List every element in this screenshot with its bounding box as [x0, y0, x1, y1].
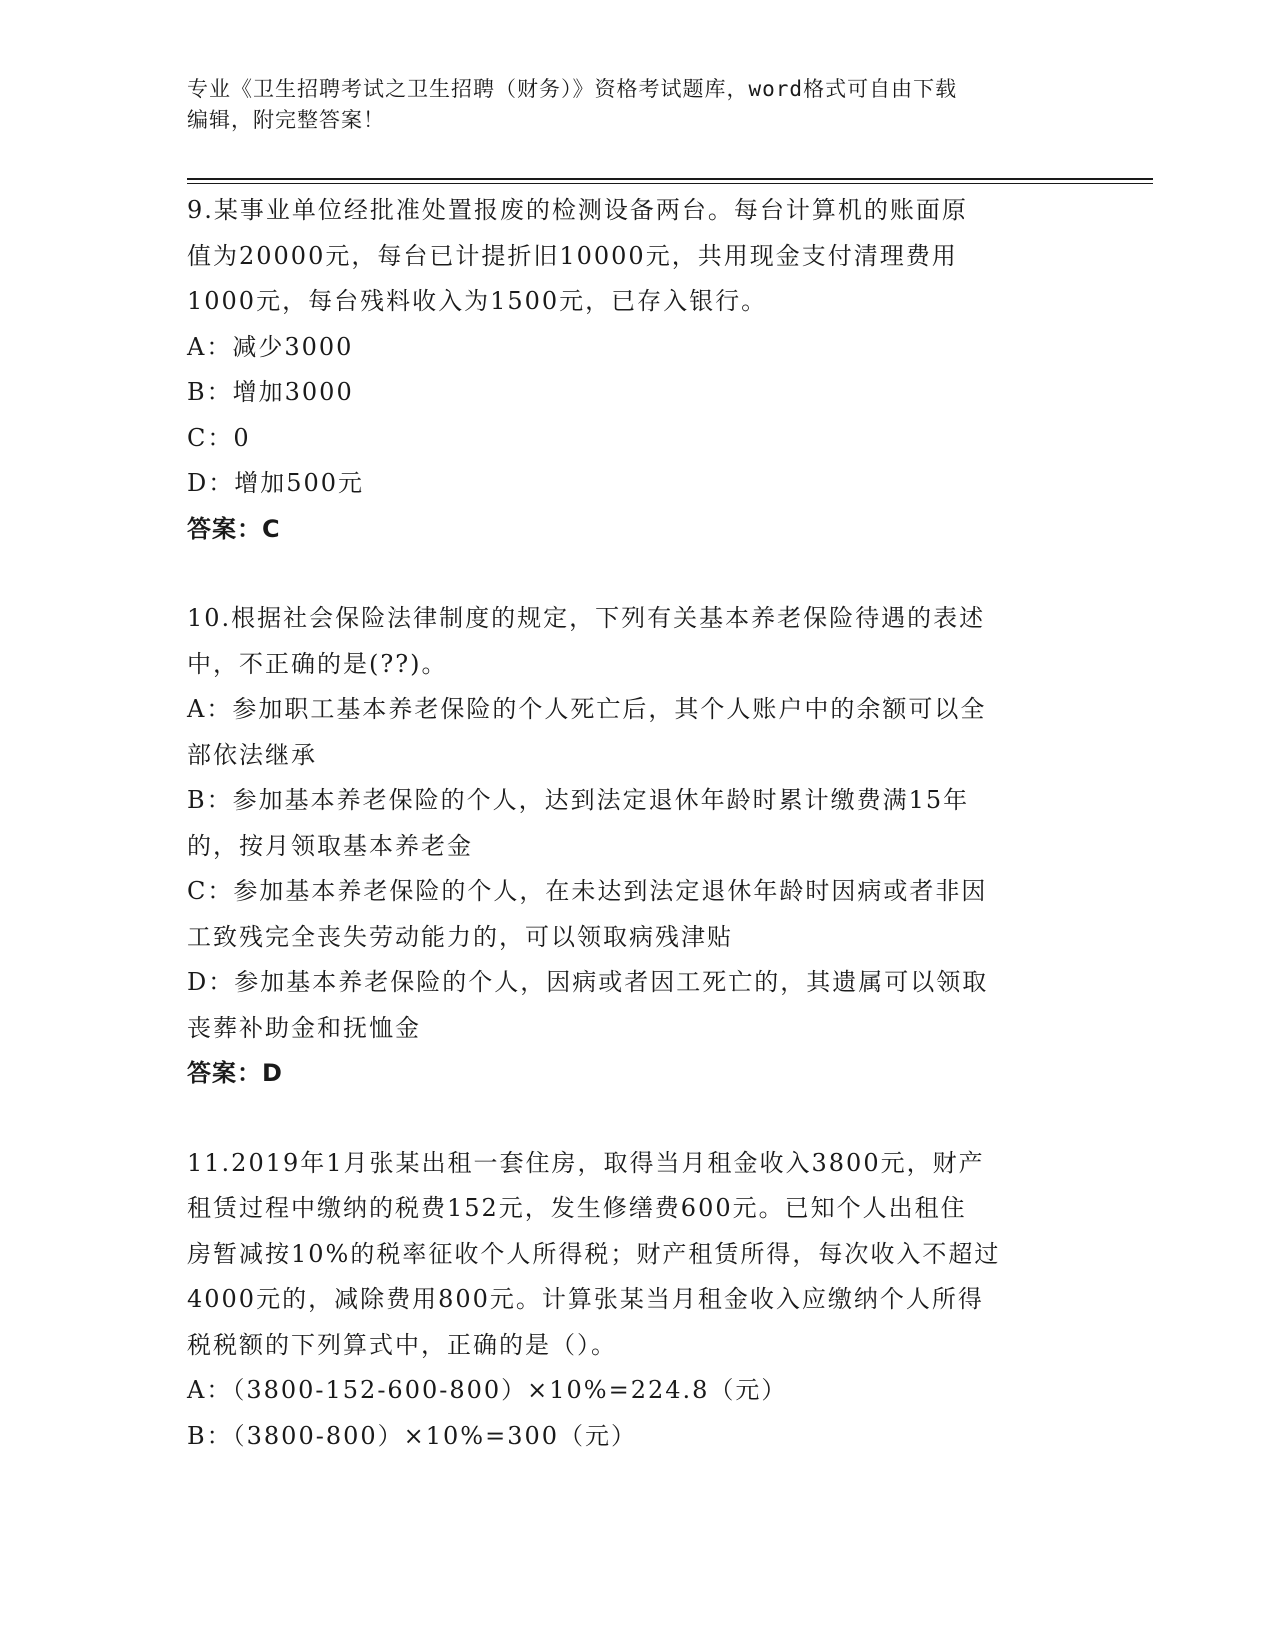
option-b: B：增加3000: [187, 378, 354, 406]
question-spacer: [187, 552, 1087, 596]
question-stem-line: 中，不正确的是(??)。: [187, 649, 448, 678]
option-a-continued: 部依法继承: [187, 740, 317, 769]
option-a: A：参加职工基本养老保险的个人死亡后，其个人账户中的余额可以全: [187, 695, 987, 723]
option-d: D：参加基本养老保险的个人，因病或者因工死亡的，其遗属可以领取: [187, 968, 989, 996]
question-stem-line: 税税额的下列算式中，正确的是（）。: [187, 1330, 617, 1359]
question-stem-line: 租赁过程中缴纳的税费152元，发生修缮费600元。已知个人出租住: [187, 1194, 967, 1222]
question-stem-line: 4000元的，减除费用800元。计算张某当月租金收入应缴纳个人所得: [187, 1285, 984, 1313]
question-stem-line: 1000元，每台残料收入为1500元，已存入银行。: [187, 287, 768, 315]
question-block-9: [187, 188, 1087, 552]
option-a: A：减少3000: [187, 332, 354, 361]
question-stem-line: 9.某事业单位经批准处置报废的检测设备两台。每台计算机的账面原: [187, 196, 968, 224]
header-divider-thin: [187, 183, 1153, 184]
option-c-continued: 工致残完全丧失劳动能力的，可以领取病残津贴: [187, 922, 733, 951]
question-stem-line: 10.根据社会保险法律制度的规定，下列有关基本养老保险待遇的表述: [187, 604, 986, 632]
header-line-1: 专业《卫生招聘考试之卫生招聘（财务）》资格考试题库，word格式可自由下载: [187, 77, 958, 101]
question-block-10: [187, 596, 1087, 1097]
option-b: B：参加基本养老保险的个人，达到法定退休年龄时累计缴费满15年: [187, 786, 970, 814]
question-stem-line: 11.2019年1月张某出租一套住房，取得当月租金收入3800元，财产: [187, 1148, 985, 1177]
option-d-continued: 丧葬补助金和抚恤金: [187, 1013, 421, 1042]
question-stem-line: 值为20000元，每台已计提折旧10000元，共用现金支付清理费用: [187, 241, 958, 270]
document-header: [187, 74, 1067, 136]
answer-label: 答案：D: [187, 1059, 283, 1087]
option-a: A：（3800-152-600-800）×10%=224.8（元）: [187, 1376, 788, 1404]
question-stem-line: 房暂减按10%的税率征收个人所得税；财产租赁所得，每次收入不超过: [187, 1239, 1001, 1268]
question-list: [187, 188, 1087, 1459]
question-spacer: [187, 1097, 1087, 1141]
option-c: C：0: [187, 423, 251, 452]
option-b-continued: 的，按月领取基本养老金: [187, 831, 473, 860]
option-b: B：（3800-800）×10%=300（元）: [187, 1421, 638, 1450]
answer-label: 答案：C: [187, 514, 281, 543]
header-line-2: 编辑，附完整答案！: [187, 108, 385, 132]
option-c: C：参加基本养老保险的个人，在未达到法定退休年龄时因病或者非因: [187, 877, 988, 905]
option-d: D：增加500元: [187, 469, 365, 497]
question-block-11: [187, 1141, 1087, 1460]
header-divider-thick: [187, 178, 1153, 180]
